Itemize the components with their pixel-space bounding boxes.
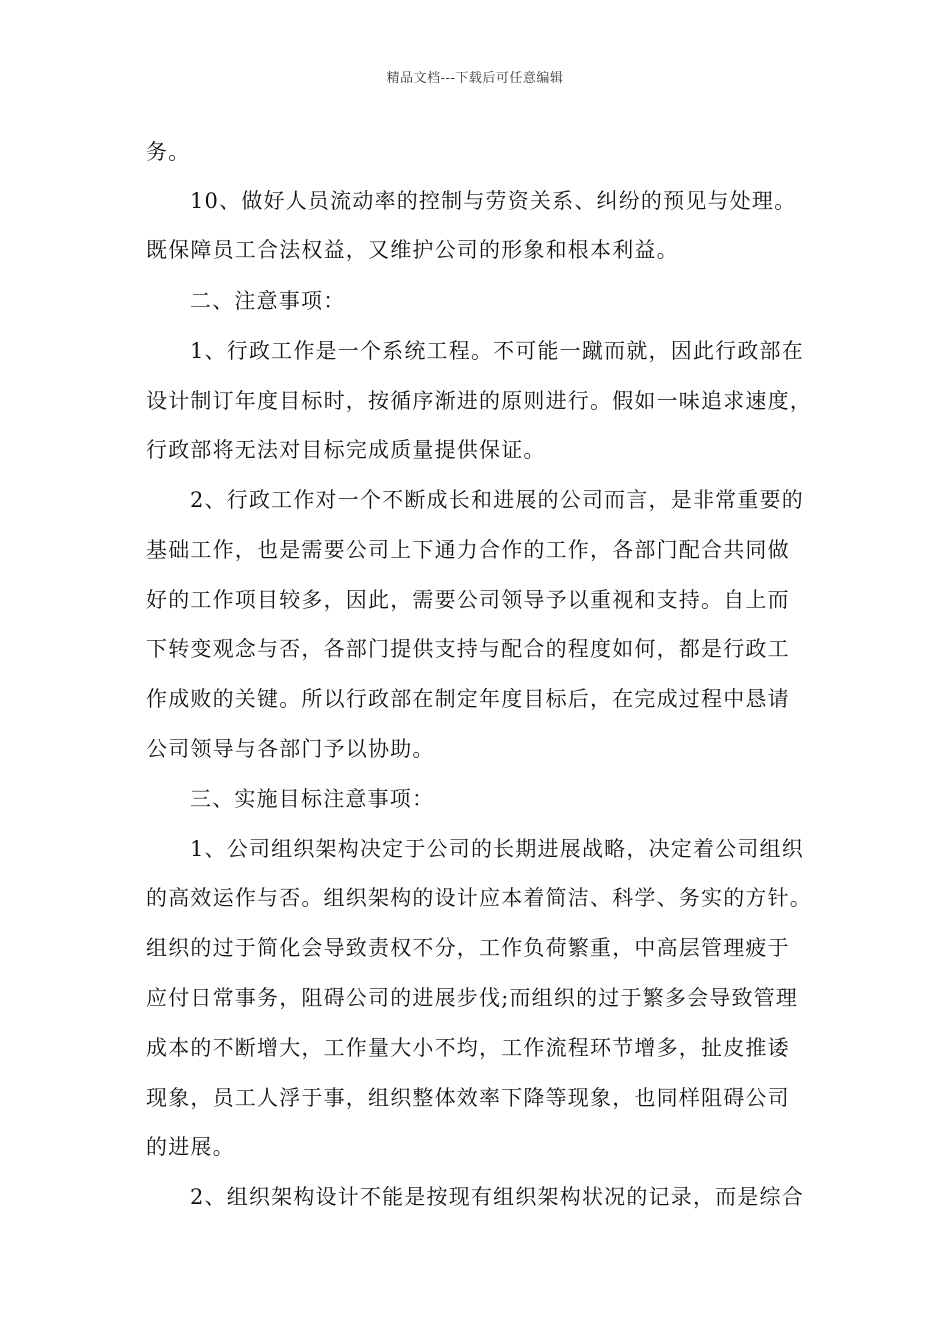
text-line: 成本的不断增大，工作量大小不均，工作流程环节增多，扯皮推诿 bbox=[146, 1036, 790, 1060]
text-line: 1、公司组织架构决定于公司的长期进展战略，决定着公司组织 bbox=[190, 837, 804, 861]
text-line: 务。 bbox=[146, 140, 191, 164]
text-line: 作成败的关键。所以行政部在制定年度目标后，在完成过程中恳请 bbox=[146, 687, 790, 711]
text-line: 设计制订年度目标时，按循序渐进的原则进行。假如一味追求速度， bbox=[146, 389, 812, 413]
section-heading: 二、注意事项： bbox=[190, 289, 346, 313]
text-line: 2、组织架构设计不能是按现有组织架构状况的记录，而是综合 bbox=[190, 1185, 804, 1209]
text-line: 公司领导与各部门予以协助。 bbox=[146, 737, 435, 761]
text-line: 的高效运作与否。组织架构的设计应本着简洁、科学、务实的方针。 bbox=[146, 886, 812, 910]
page-header: 精品文档---下载后可任意编辑 bbox=[386, 71, 564, 86]
text-line: 既保障员工合法权益，又维护公司的形象和根本利益。 bbox=[146, 238, 679, 262]
text-line: 组织的过于简化会导致责权不分，工作负荷繁重，中高层管理疲于 bbox=[146, 936, 790, 960]
text-line: 的进展。 bbox=[146, 1135, 235, 1159]
text-line: 1、行政工作是一个系统工程。不可能一蹴而就，因此行政部在 bbox=[190, 339, 804, 363]
text-line: 2、行政工作对一个不断成长和进展的公司而言，是非常重要的 bbox=[190, 488, 804, 512]
text-line: 应付日常事务，阻碍公司的进展步伐;而组织的过于繁多会导致管理 bbox=[146, 986, 799, 1010]
text-line: 下转变观念与否，各部门提供支持与配合的程度如何，都是行政工 bbox=[146, 637, 790, 661]
text-line: 行政部将无法对目标完成质量提供保证。 bbox=[146, 438, 546, 462]
text-line: 10、做好人员流动率的控制与劳资关系、纠纷的预见与处理。 bbox=[190, 189, 797, 213]
text-line: 好的工作项目较多，因此，需要公司领导予以重视和支持。自上而 bbox=[146, 588, 790, 612]
section-heading: 三、实施目标注意事项： bbox=[190, 787, 435, 811]
text-line: 现象，员工人浮于事，组织整体效率下降等现象，也同样阻碍公司 bbox=[146, 1086, 790, 1110]
text-line: 基础工作，也是需要公司上下通力合作的工作，各部门配合共同做 bbox=[146, 538, 790, 562]
